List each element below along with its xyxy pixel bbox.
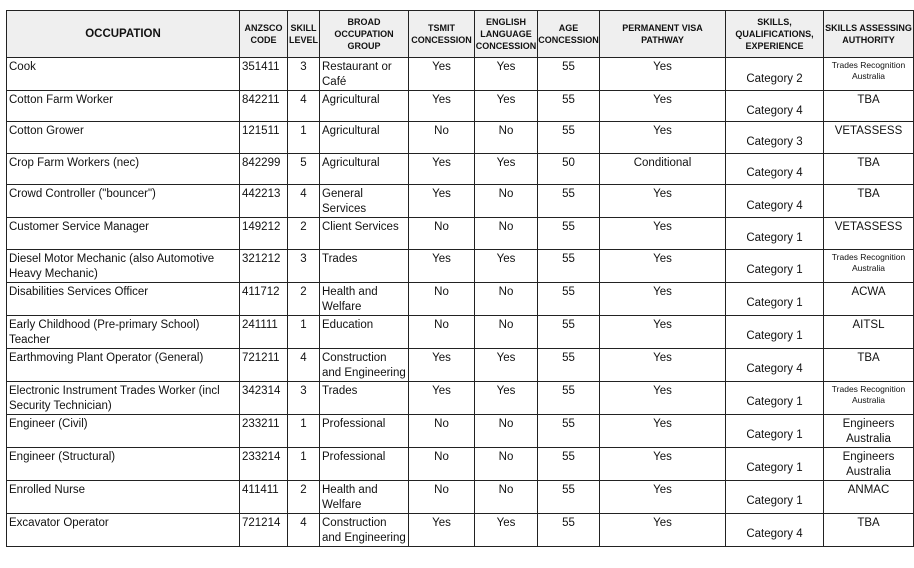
cell-anzsco: 721211 (240, 348, 288, 381)
cell-skill-level: 3 (288, 58, 320, 91)
cell-occupation: Cotton Farm Worker (7, 91, 240, 122)
cell-category: Category 1 (726, 381, 824, 414)
cell-visa: Yes (600, 447, 726, 480)
header-age: AGE CONCESSION (538, 11, 600, 58)
cell-tsmit: Yes (409, 348, 475, 381)
cell-skill-level: 4 (288, 91, 320, 122)
cell-tsmit: No (409, 447, 475, 480)
cell-visa: Yes (600, 348, 726, 381)
cell-occupation: Engineer (Civil) (7, 414, 240, 447)
cell-skill-level: 1 (288, 315, 320, 348)
table-row (7, 185, 914, 218)
table-row (7, 218, 914, 249)
cell-authority: Engineers Australia (824, 414, 914, 447)
cell-skill-level: 3 (288, 381, 320, 414)
cell-tsmit: No (409, 480, 475, 513)
cell-broad-group: Construction and Engineering (320, 513, 409, 546)
cell-anzsco: 233211 (240, 414, 288, 447)
cell-anzsco: 442213 (240, 185, 288, 218)
cell-authority: ANMAC (824, 480, 914, 513)
cell-occupation: Crop Farm Workers (nec) (7, 153, 240, 184)
cell-english: No (475, 218, 538, 249)
occupation-table (6, 10, 914, 547)
cell-broad-group: Trades (320, 249, 409, 282)
header-skills-qual: SKILLS, QUALIFICATIONS, EXPERIENCE (726, 11, 824, 58)
header-visa: PERMANENT VISA PATHWAY (600, 11, 726, 58)
cell-visa: Yes (600, 249, 726, 282)
table-body (7, 58, 914, 547)
cell-age: 50 (538, 153, 600, 184)
cell-tsmit: Yes (409, 513, 475, 546)
cell-age: 55 (538, 249, 600, 282)
cell-english: No (475, 414, 538, 447)
cell-visa: Yes (600, 58, 726, 91)
table-row (7, 249, 914, 282)
authority-text: Trades Recognition Australia (831, 60, 906, 81)
cell-authority: ACWA (824, 282, 914, 315)
cell-tsmit: Yes (409, 58, 475, 91)
cell-occupation: Cook (7, 58, 240, 91)
cell-anzsco: 721214 (240, 513, 288, 546)
authority-text: Trades Recognition Australia (831, 383, 906, 405)
cell-broad-group: Construction and Engineering (320, 348, 409, 381)
cell-category: Category 4 (726, 513, 824, 546)
cell-occupation: Crowd Controller ("bouncer") (7, 185, 240, 218)
cell-anzsco: 842299 (240, 153, 288, 184)
cell-tsmit: Yes (409, 153, 475, 184)
cell-occupation: Diesel Motor Mechanic (also Automotive Heavy Mechanic) (7, 249, 240, 282)
cell-age: 55 (538, 122, 600, 153)
cell-english: Yes (475, 249, 538, 282)
cell-authority: TBA (824, 153, 914, 184)
cell-broad-group: Health and Welfare (320, 282, 409, 315)
cell-authority: VETASSESS (824, 122, 914, 153)
cell-authority: TBA (824, 91, 914, 122)
cell-english: No (475, 122, 538, 153)
cell-authority: TBA (824, 185, 914, 218)
cell-age: 55 (538, 480, 600, 513)
header-occupation: OCCUPATION (7, 11, 240, 58)
cell-age: 55 (538, 58, 600, 91)
cell-english: No (475, 185, 538, 218)
cell-category: Category 4 (726, 153, 824, 184)
table-row (7, 381, 914, 414)
cell-authority (824, 58, 914, 91)
table-row (7, 282, 914, 315)
cell-skill-level: 1 (288, 122, 320, 153)
cell-broad-group: Trades (320, 381, 409, 414)
table-row (7, 315, 914, 348)
cell-age: 55 (538, 513, 600, 546)
cell-visa: Yes (600, 513, 726, 546)
cell-category: Category 4 (726, 348, 824, 381)
cell-anzsco: 411712 (240, 282, 288, 315)
cell-category: Category 1 (726, 315, 824, 348)
header-row (7, 11, 914, 58)
header-broad-group: BROAD OCCUPATION GROUP (320, 11, 409, 58)
table-row (7, 348, 914, 381)
cell-category: Category 1 (726, 480, 824, 513)
cell-visa: Yes (600, 282, 726, 315)
cell-tsmit: No (409, 282, 475, 315)
cell-visa: Yes (600, 218, 726, 249)
cell-anzsco: 233214 (240, 447, 288, 480)
table-row (7, 447, 914, 480)
cell-anzsco: 321212 (240, 249, 288, 282)
header-english: ENGLISH LANGUAGE CONCESSION (475, 11, 538, 58)
cell-age: 55 (538, 348, 600, 381)
cell-tsmit: No (409, 414, 475, 447)
header-anzsco: ANZSCO CODE (240, 11, 288, 58)
cell-english: Yes (475, 513, 538, 546)
cell-category: Category 2 (726, 58, 824, 91)
cell-age: 55 (538, 381, 600, 414)
cell-category: Category 4 (726, 185, 824, 218)
header-skill-level: SKILL LEVEL (288, 11, 320, 58)
cell-tsmit: Yes (409, 185, 475, 218)
cell-authority: VETASSESS (824, 218, 914, 249)
cell-anzsco: 351411 (240, 58, 288, 91)
cell-broad-group: Agricultural (320, 122, 409, 153)
cell-broad-group: Professional (320, 447, 409, 480)
cell-tsmit: Yes (409, 91, 475, 122)
cell-category: Category 3 (726, 122, 824, 153)
cell-occupation: Early Childhood (Pre-primary School) Teacher (7, 315, 240, 348)
table-row (7, 58, 914, 91)
cell-skill-level: 4 (288, 513, 320, 546)
cell-anzsco: 842211 (240, 91, 288, 122)
cell-anzsco: 241111 (240, 315, 288, 348)
cell-category: Category 1 (726, 282, 824, 315)
cell-english: Yes (475, 91, 538, 122)
cell-category: Category 1 (726, 447, 824, 480)
cell-visa: Yes (600, 414, 726, 447)
cell-category: Category 1 (726, 249, 824, 282)
cell-english: No (475, 447, 538, 480)
cell-visa: Yes (600, 381, 726, 414)
table-row (7, 122, 914, 153)
cell-skill-level: 4 (288, 348, 320, 381)
cell-broad-group: Health and Welfare (320, 480, 409, 513)
cell-occupation: Cotton Grower (7, 122, 240, 153)
cell-occupation: Enrolled Nurse (7, 480, 240, 513)
cell-english: Yes (475, 348, 538, 381)
cell-age: 55 (538, 185, 600, 218)
cell-english: No (475, 315, 538, 348)
cell-broad-group: Agricultural (320, 91, 409, 122)
cell-english: Yes (475, 153, 538, 184)
cell-visa: Yes (600, 122, 726, 153)
cell-age: 55 (538, 414, 600, 447)
cell-skill-level: 2 (288, 282, 320, 315)
cell-skill-level: 1 (288, 447, 320, 480)
cell-tsmit: Yes (409, 381, 475, 414)
cell-occupation: Customer Service Manager (7, 218, 240, 249)
cell-broad-group: Restaurant or Café (320, 58, 409, 91)
cell-tsmit: No (409, 218, 475, 249)
cell-english: Yes (475, 58, 538, 91)
cell-broad-group: General Services (320, 185, 409, 218)
cell-visa: Yes (600, 480, 726, 513)
cell-skill-level: 4 (288, 185, 320, 218)
cell-occupation: Electronic Instrument Trades Worker (incl Security Technician) (7, 381, 240, 414)
cell-skill-level: 3 (288, 249, 320, 282)
cell-visa: Yes (600, 185, 726, 218)
cell-broad-group: Professional (320, 414, 409, 447)
cell-broad-group: Education (320, 315, 409, 348)
cell-authority (824, 381, 914, 414)
cell-tsmit: Yes (409, 249, 475, 282)
cell-age: 55 (538, 282, 600, 315)
table-row (7, 414, 914, 447)
table-row (7, 153, 914, 184)
cell-anzsco: 411411 (240, 480, 288, 513)
cell-age: 55 (538, 447, 600, 480)
cell-visa: Yes (600, 315, 726, 348)
cell-skill-level: 1 (288, 414, 320, 447)
cell-visa: Conditional (600, 153, 726, 184)
cell-occupation: Excavator Operator (7, 513, 240, 546)
cell-authority (824, 249, 914, 282)
cell-skill-level: 5 (288, 153, 320, 184)
cell-skill-level: 2 (288, 218, 320, 249)
cell-occupation: Disabilities Services Officer (7, 282, 240, 315)
cell-authority: TBA (824, 513, 914, 546)
cell-authority: Engineers Australia (824, 447, 914, 480)
table-row (7, 91, 914, 122)
cell-anzsco: 121511 (240, 122, 288, 153)
cell-age: 55 (538, 315, 600, 348)
cell-english: No (475, 480, 538, 513)
authority-text: Trades Recognition Australia (831, 251, 906, 273)
table-row (7, 480, 914, 513)
cell-age: 55 (538, 218, 600, 249)
cell-age: 55 (538, 91, 600, 122)
cell-english: No (475, 282, 538, 315)
cell-english: Yes (475, 381, 538, 414)
table-row (7, 513, 914, 546)
cell-broad-group: Agricultural (320, 153, 409, 184)
header-authority: SKILLS ASSESSING AUTHORITY (824, 11, 914, 58)
cell-tsmit: No (409, 122, 475, 153)
cell-category: Category 1 (726, 218, 824, 249)
cell-anzsco: 149212 (240, 218, 288, 249)
cell-visa: Yes (600, 91, 726, 122)
cell-occupation: Engineer (Structural) (7, 447, 240, 480)
cell-category: Category 4 (726, 91, 824, 122)
cell-broad-group: Client Services (320, 218, 409, 249)
cell-authority: AITSL (824, 315, 914, 348)
cell-occupation: Earthmoving Plant Operator (General) (7, 348, 240, 381)
cell-skill-level: 2 (288, 480, 320, 513)
header-tsmit: TSMIT CONCESSION (409, 11, 475, 58)
cell-category: Category 1 (726, 414, 824, 447)
cell-tsmit: No (409, 315, 475, 348)
cell-authority: TBA (824, 348, 914, 381)
cell-anzsco: 342314 (240, 381, 288, 414)
